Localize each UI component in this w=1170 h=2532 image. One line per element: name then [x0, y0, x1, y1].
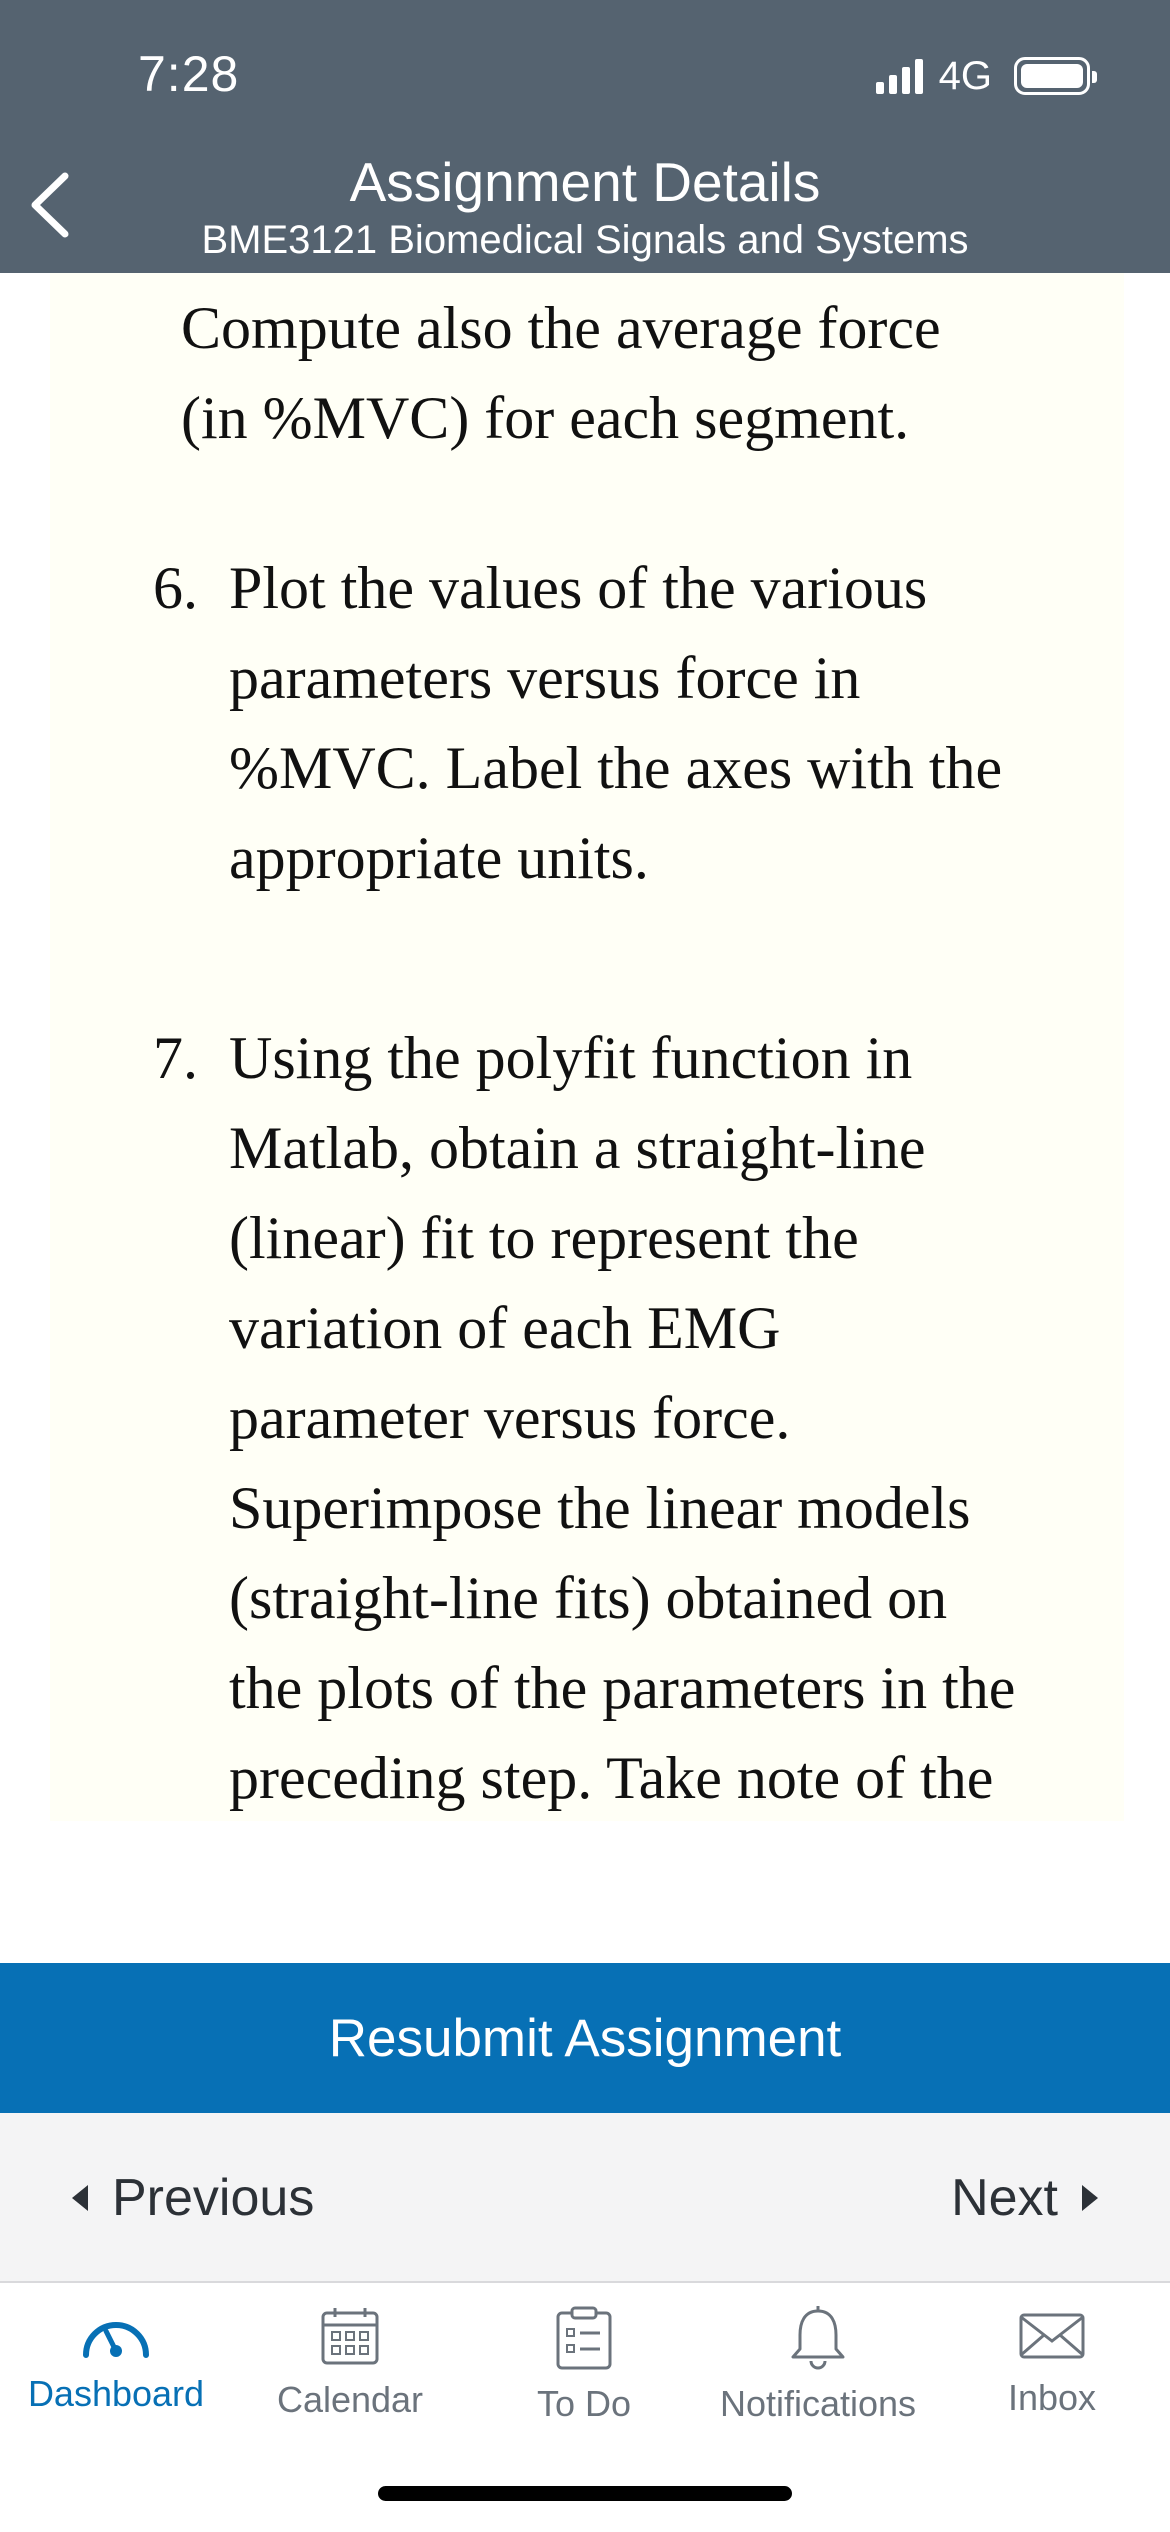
- text-line: (linear) fit to represent the: [229, 1205, 859, 1271]
- list-number: 6.: [153, 555, 198, 621]
- calendar-icon: [319, 2305, 381, 2367]
- battery-icon: [1014, 57, 1090, 95]
- previous-label: Previous: [112, 2169, 315, 2227]
- text-line: Superimpose the linear models: [229, 1475, 971, 1541]
- intro-paragraph: [181, 283, 1081, 463]
- text-line: Compute also the average force: [181, 295, 941, 361]
- tab-dashboard[interactable]: [18, 2305, 214, 2455]
- status-indicators: [876, 52, 1090, 100]
- mail-icon: [1017, 2305, 1087, 2365]
- network-type: 4G: [938, 53, 992, 98]
- page-title: Assignment Details: [349, 151, 821, 213]
- list-text: [229, 1013, 1109, 1821]
- bell-icon: [787, 2305, 849, 2371]
- list-number: 7.: [153, 1025, 198, 1091]
- home-indicator[interactable]: [378, 2486, 792, 2501]
- tab-inbox[interactable]: [966, 2305, 1138, 2455]
- text-line: variation of each EMG: [229, 1295, 781, 1361]
- text-line: (in %MVC) for each segment.: [181, 385, 910, 451]
- signal-icon: [876, 58, 923, 94]
- next-label: Next: [951, 2169, 1058, 2227]
- tab-notifications[interactable]: [700, 2305, 936, 2455]
- tab-calendar[interactable]: [250, 2305, 450, 2455]
- header-bar: [0, 0, 1170, 273]
- pager-bar: [0, 2113, 1170, 2283]
- text-line: Plot the values of the various: [229, 555, 928, 621]
- tab-label: Dashboard: [27, 2373, 205, 2414]
- tab-to-do[interactable]: [484, 2305, 684, 2455]
- tab-label: Inbox: [1007, 2377, 1097, 2418]
- todo-icon: [554, 2305, 614, 2371]
- status-time: 7:28: [138, 46, 240, 102]
- list-text: [229, 543, 1109, 903]
- tab-label: Calendar: [276, 2379, 424, 2420]
- text-line: parameter versus force.: [229, 1385, 791, 1451]
- text-line: (straight-line fits) obtained on: [229, 1565, 948, 1631]
- tab-label: Notifications: [719, 2383, 917, 2424]
- assignment-description: [50, 273, 1124, 1821]
- text-line: preceding step. Take note of the: [229, 1745, 994, 1811]
- caret-right-icon: [1082, 2185, 1098, 2211]
- dashboard-icon: [78, 2305, 154, 2361]
- text-line: the plots of the parameters in the: [229, 1655, 1016, 1721]
- text-line: parameters versus force in: [229, 645, 861, 711]
- course-subtitle: BME3121 Biomedical Signals and Systems: [201, 218, 969, 262]
- next-button[interactable]: [951, 2113, 1098, 2283]
- text-line: Using the polyfit function in: [229, 1025, 913, 1091]
- text-line: %MVC. Label the axes with the: [229, 735, 1003, 801]
- text-line: Matlab, obtain a straight-line: [229, 1115, 926, 1181]
- caret-left-icon: [72, 2185, 88, 2211]
- previous-button[interactable]: [72, 2113, 314, 2283]
- text-line: appropriate units.: [229, 825, 649, 891]
- resubmit-assignment-button[interactable]: Resubmit Assignment: [0, 1963, 1170, 2113]
- tab-label: To Do: [536, 2383, 632, 2424]
